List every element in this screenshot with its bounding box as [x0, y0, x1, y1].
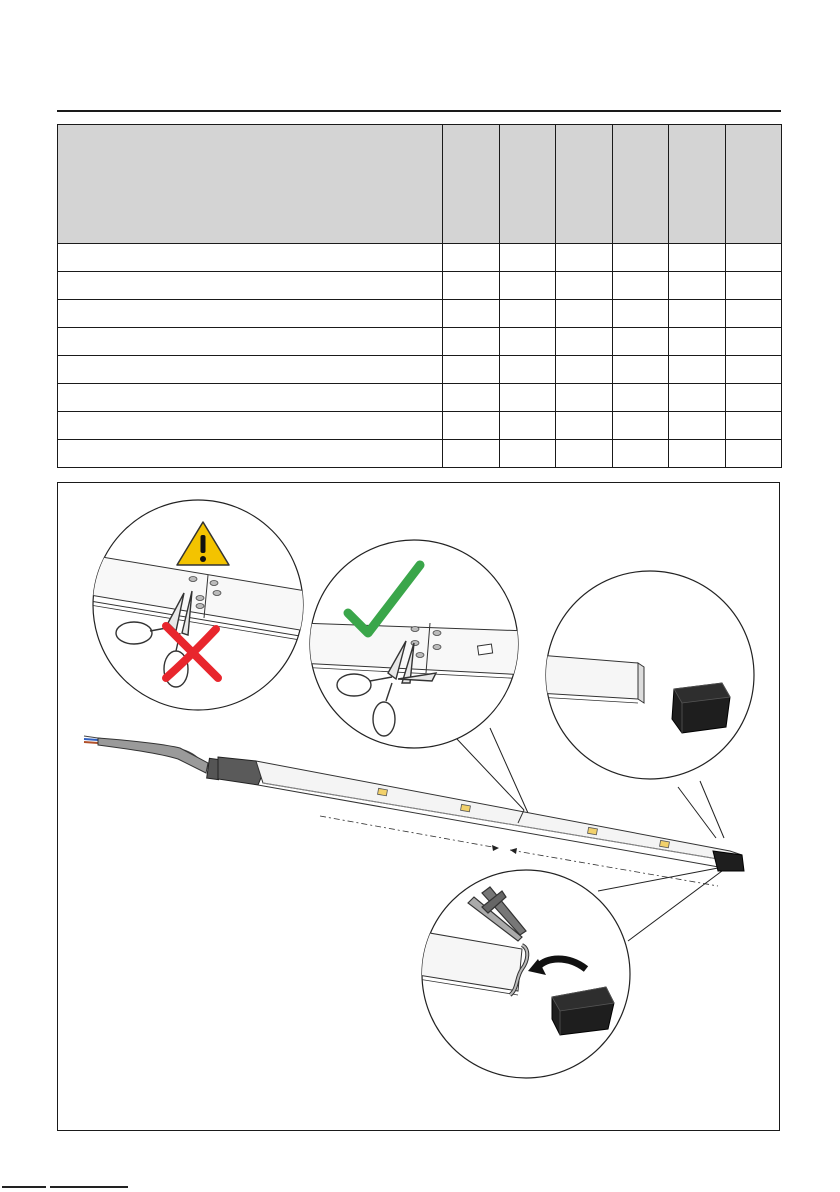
- footer-marks: [2, 1186, 128, 1188]
- table-cell: [556, 300, 613, 328]
- table-cell: [443, 272, 500, 300]
- table-row: [58, 412, 782, 440]
- header-cell: [669, 125, 726, 244]
- table-cell: [499, 272, 556, 300]
- table-header-row: [58, 125, 782, 244]
- header-cell: [443, 125, 500, 244]
- table-cell: [612, 244, 669, 272]
- correct-cut-detail: [298, 540, 528, 748]
- table-cell: [443, 356, 500, 384]
- table-cell: [725, 384, 782, 412]
- table-cell: [725, 412, 782, 440]
- table-cell: [58, 328, 443, 356]
- table-cell: [612, 272, 669, 300]
- table-cell: [58, 356, 443, 384]
- table-cell: [443, 412, 500, 440]
- table-cell: [669, 328, 726, 356]
- table-cell: [499, 244, 556, 272]
- table-cell: [669, 356, 726, 384]
- table-cell: [612, 440, 669, 468]
- table-cell: [556, 440, 613, 468]
- header-cell: [612, 125, 669, 244]
- table-cell: [499, 440, 556, 468]
- table-cell: [725, 272, 782, 300]
- table-cell: [669, 300, 726, 328]
- table-cell: [725, 440, 782, 468]
- table-cell: [58, 412, 443, 440]
- table-cell: [556, 356, 613, 384]
- spec-table: [57, 124, 782, 468]
- table-cell: [499, 384, 556, 412]
- table-cell: [499, 328, 556, 356]
- table-cell: [669, 384, 726, 412]
- table-cell: [556, 328, 613, 356]
- table-cell: [443, 328, 500, 356]
- table-cell: [499, 300, 556, 328]
- table-row: [58, 272, 782, 300]
- end-cap-icon: [672, 683, 730, 733]
- table-row: [58, 356, 782, 384]
- wrong-cut-detail: [78, 500, 318, 710]
- table-cell: [612, 300, 669, 328]
- table-cell: [612, 328, 669, 356]
- header-cell: [725, 125, 782, 244]
- seal-end-detail: [418, 870, 630, 1078]
- table-cell: [443, 300, 500, 328]
- table-cell: [725, 356, 782, 384]
- figure-drawing: [58, 483, 781, 1132]
- table-cell: [499, 412, 556, 440]
- table-cell: [58, 244, 443, 272]
- header-cell: [556, 125, 613, 244]
- table-cell: [612, 384, 669, 412]
- table-cell: [669, 412, 726, 440]
- table-cell: [58, 384, 443, 412]
- table-cell: [556, 272, 613, 300]
- table-cell: [669, 244, 726, 272]
- table-cell: [58, 272, 443, 300]
- table-cell: [556, 384, 613, 412]
- table-row: [58, 384, 782, 412]
- table-row: [58, 244, 782, 272]
- end-cap-detail: [538, 571, 754, 779]
- table-cell: [725, 300, 782, 328]
- table-row: [58, 440, 782, 468]
- top-rule: [57, 110, 781, 112]
- installation-figure: [57, 482, 780, 1131]
- table-cell: [443, 244, 500, 272]
- table-cell: [499, 356, 556, 384]
- table-cell: [58, 300, 443, 328]
- table-cell: [443, 440, 500, 468]
- table-cell: [725, 244, 782, 272]
- table-row: [58, 328, 782, 356]
- table-cell: [556, 244, 613, 272]
- table-row: [58, 300, 782, 328]
- header-cell: [499, 125, 556, 244]
- table-cell: [443, 384, 500, 412]
- table-cell: [58, 440, 443, 468]
- table-cell: [669, 272, 726, 300]
- table-cell: [725, 328, 782, 356]
- table-cell: [612, 356, 669, 384]
- table-cell: [556, 412, 613, 440]
- table-cell: [669, 440, 726, 468]
- table-cell: [612, 412, 669, 440]
- header-cell: [58, 125, 443, 244]
